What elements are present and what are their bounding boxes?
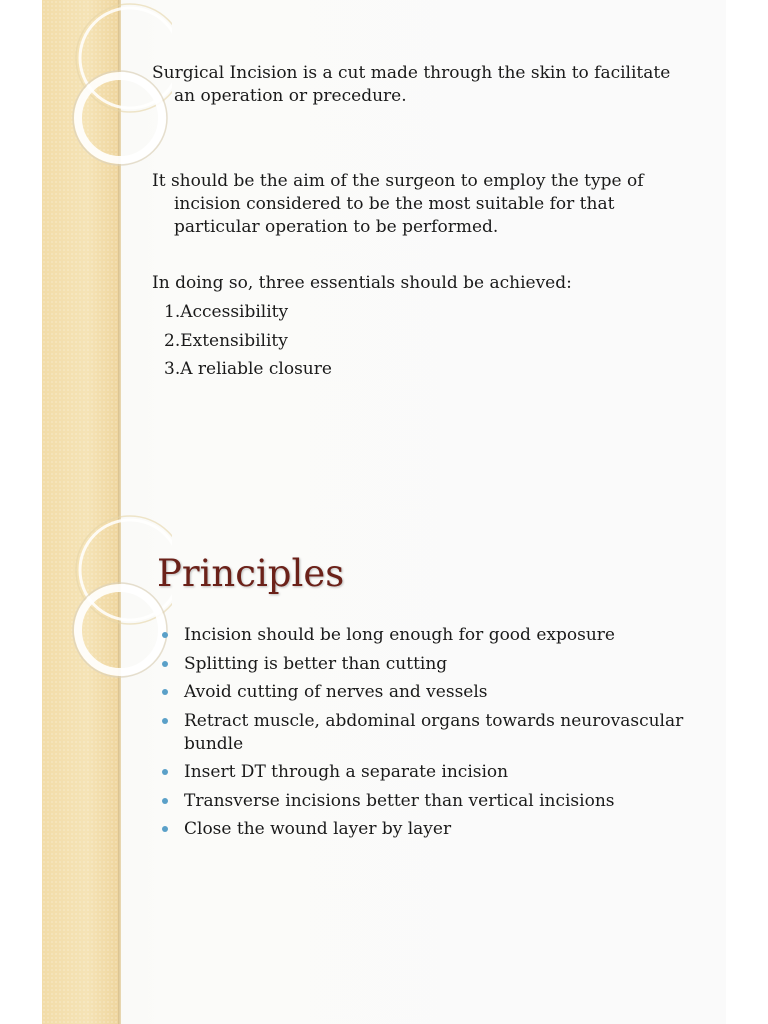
ring-ornament-icon <box>42 512 172 712</box>
aim-text: It should be the aim of the surgeon to employ the type of incision considered to be the most suitable for that particular operation to be performed. <box>152 171 644 237</box>
bullet-text: Close the wound layer by layer <box>184 819 452 839</box>
bullet-text: Transverse incisions better than vertical incisions <box>184 790 615 811</box>
bullet-dot-icon <box>162 689 168 695</box>
bullet-dot-icon <box>162 769 168 775</box>
bullet-dot-icon <box>162 632 168 638</box>
essentials-list <box>152 298 696 384</box>
bullet-dot-icon <box>162 826 168 832</box>
slide-2 <box>42 512 726 1024</box>
definition-block <box>152 62 696 108</box>
slide-1 <box>42 0 726 522</box>
bullet-text: Splitting is better than cutting <box>184 653 448 674</box>
bullet-dot-icon <box>162 661 168 667</box>
bullet-dot-icon <box>162 718 168 724</box>
bullet-text: Insert DT through a separate incision <box>184 762 509 782</box>
list-item <box>160 790 686 813</box>
list-item: 3.A reliable closure <box>164 359 332 379</box>
list-item: 2.Extensibility <box>164 330 288 351</box>
list-item <box>160 761 686 784</box>
bullet-text: Avoid cutting of nerves and vessels <box>184 682 488 702</box>
essentials-intro: In doing so, three essentials should be achieved: <box>152 273 572 293</box>
list-item <box>160 818 686 841</box>
list-item <box>160 681 686 704</box>
principles-list <box>160 624 686 847</box>
essentials-block <box>152 272 696 384</box>
bullet-text: Incision should be long enough for good exposure <box>184 625 615 645</box>
aim-block <box>152 170 696 239</box>
slide-title: Principles <box>157 552 345 595</box>
bullet-text: Retract muscle, abdominal organs towards neurovascular bundle <box>184 710 684 754</box>
list-item <box>160 624 686 647</box>
list-item <box>160 710 686 756</box>
list-item: 1.Accessibility <box>164 302 289 322</box>
bullet-dot-icon <box>162 798 168 804</box>
definition-text: Surgical Incision is a cut made through the skin to facilitate an operation or precedure. <box>152 63 671 106</box>
list-item <box>160 653 686 676</box>
